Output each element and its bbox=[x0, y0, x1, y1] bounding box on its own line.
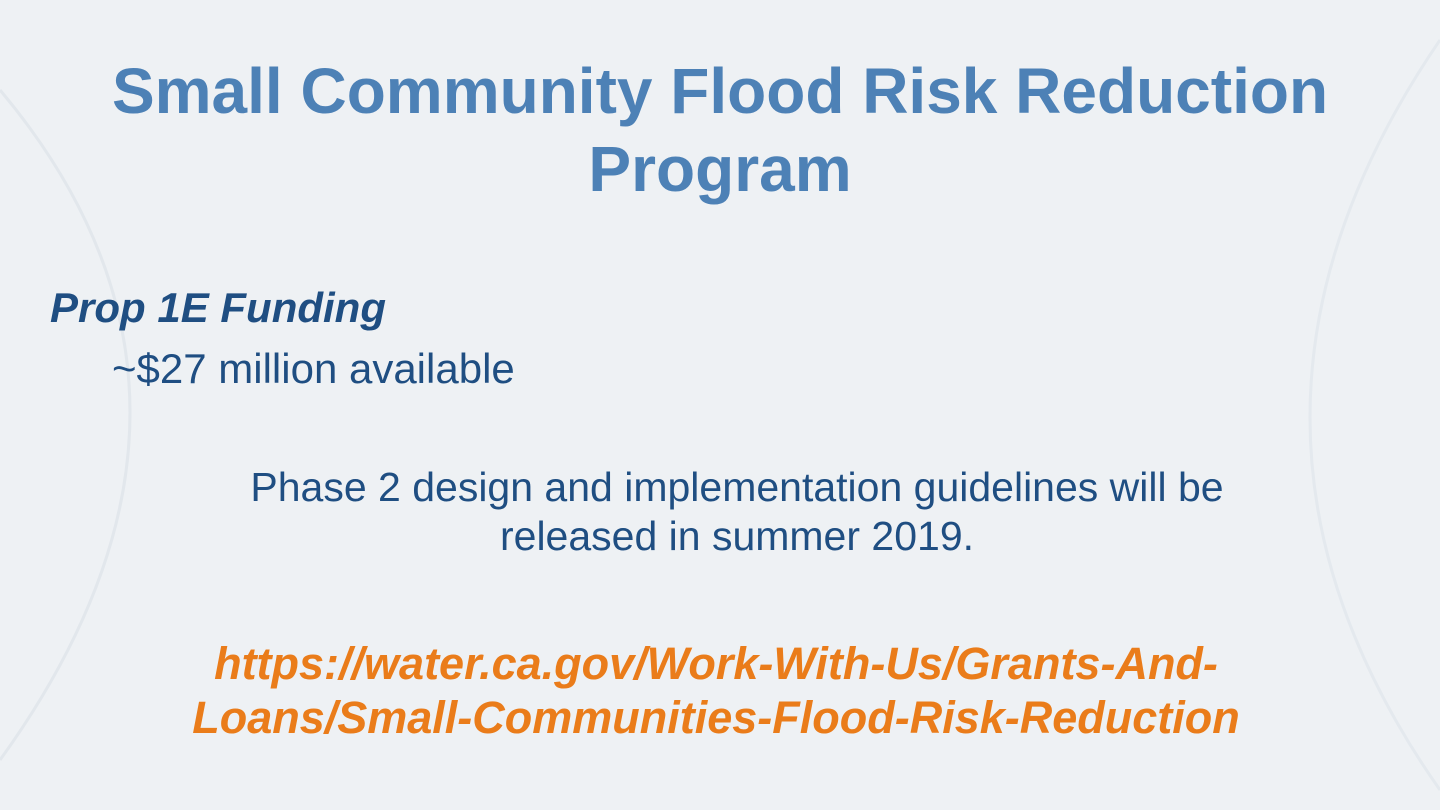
slide-title-line-1: Small Community Flood Risk Reduction bbox=[111, 55, 1329, 127]
slide-title bbox=[0, 52, 1440, 208]
program-link[interactable] bbox=[0, 637, 1432, 745]
phase-note-line-2: released in summer 2019. bbox=[499, 513, 975, 559]
program-link-line-1: https://water.ca.gov/Work-With-Us/Grants-And- bbox=[214, 638, 1218, 689]
section-heading: Prop 1E Funding bbox=[50, 284, 386, 331]
funding-amount: ~$27 million available bbox=[112, 345, 515, 392]
phase-note bbox=[0, 463, 1440, 561]
program-link-line-2: Loans/Small-Communities-Flood-Risk-Reduction bbox=[192, 692, 1240, 743]
slide-title-line-2: Program bbox=[588, 133, 852, 205]
phase-note-line-1: Phase 2 design and implementation guidelines will be bbox=[250, 464, 1224, 510]
